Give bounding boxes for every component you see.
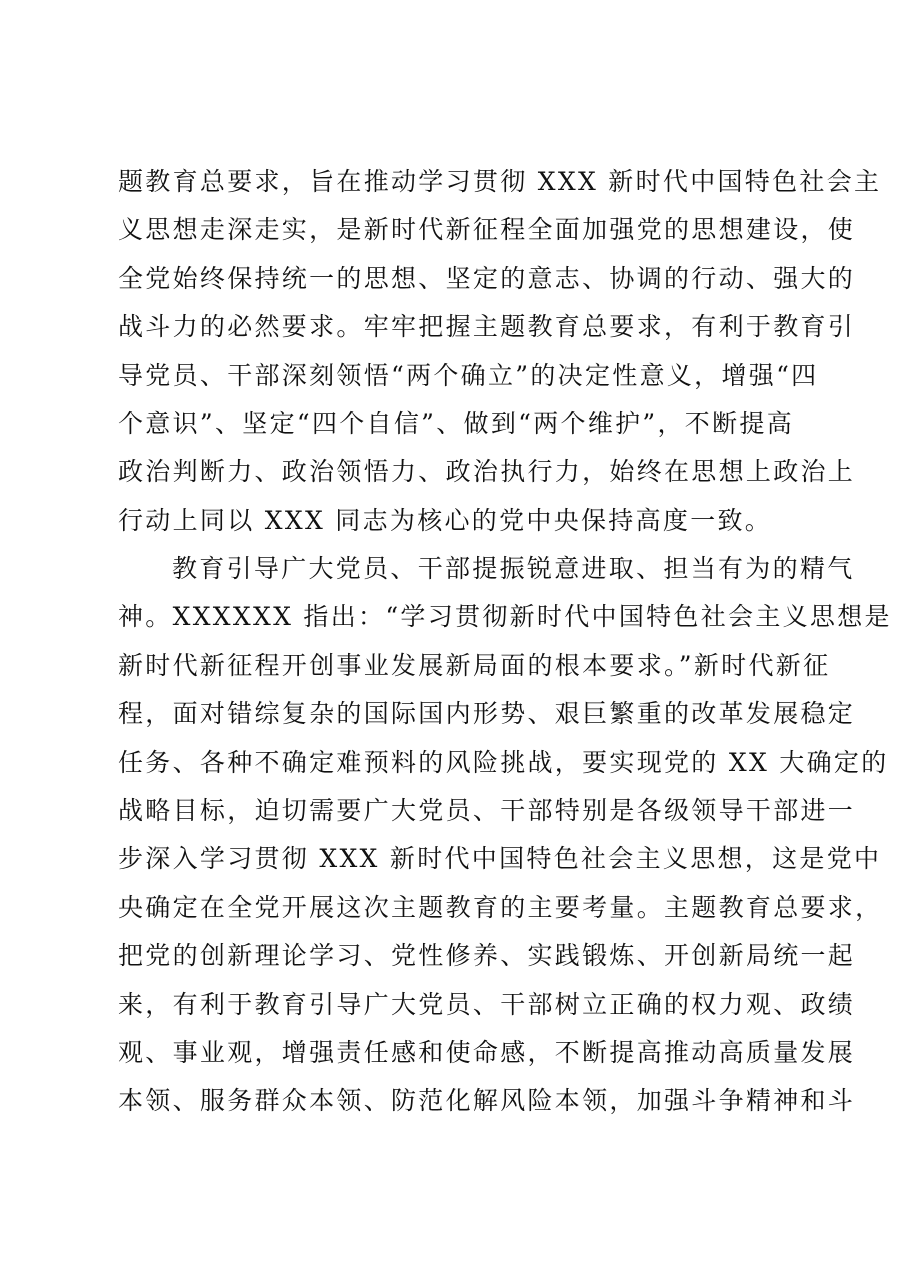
paragraph-line: 战斗力的必然要求。牢牢把握主题教育总要求，有利于教育引 [118,312,856,342]
paragraph-line: 义思想走深走实，是新时代新征程全面加强党的思想建设，使 [118,215,856,245]
paragraph-line: 战略目标，迫切需要广大党员、干部特别是各级领导干部进一 [118,795,856,825]
paragraph-line: 程，面对错综复杂的国际国内形势、艰巨繁重的改革发展稳定 [118,699,856,729]
paragraph-continued [118,158,882,545]
paragraph-line: 观、事业观，增强责任感和使命感，不断提高推动高质量发展 [118,1037,856,1067]
paragraph-line: 行动上同以 XXX 同志为核心的党中央保持高度一致。 [118,505,773,535]
paragraph-line: 步深入学习贯彻 XXX 新时代中国特色社会主义思想，这是党中 [118,844,882,874]
paragraph-line: 新时代新征程开创事业发展新局面的根本要求。”新时代新征 [118,650,831,680]
paragraph-line: 个意识”、坚定“四个自信”、做到“两个维护”，不断提高 [118,408,795,438]
paragraph-line: 本领、服务群众本领、防范化解风险本领，加强斗争精神和斗 [118,1086,856,1116]
paragraph-line: 把党的创新理论学习、党性修养、实践锻炼、开创新局统一起 [118,941,856,971]
paragraph-line: 导党员、干部深刻领悟“两个确立”的决定性意义，增强“四 [118,360,819,390]
paragraph-line: 政治判断力、政治领悟力、政治执行力，始终在思想上政治上 [118,457,856,487]
paragraph-second [118,545,892,1126]
paragraph-line: 来，有利于教育引导广大党员、干部树立正确的权力观、政绩 [118,989,856,1019]
paragraph-line: 任务、各种不确定难预料的风险挑战，要实现党的 XX 大确定的 [118,747,889,777]
paragraph-line: 全党始终保持统一的思想、坚定的意志、协调的行动、强大的 [118,263,856,293]
paragraph-line: 神。XXXXXX 指出：“学习贯彻新时代中国特色社会主义思想是 [118,602,892,632]
paragraph-line: 央确定在全党开展这次主题教育的主要考量。主题教育总要求， [118,892,883,922]
paragraph-line: 题教育总要求，旨在推动学习贯彻 XXX 新时代中国特色社会主 [118,167,882,196]
paragraph-first-line: 教育引导广大党员、干部提振锐意进取、担当有为的精气 [172,554,855,583]
